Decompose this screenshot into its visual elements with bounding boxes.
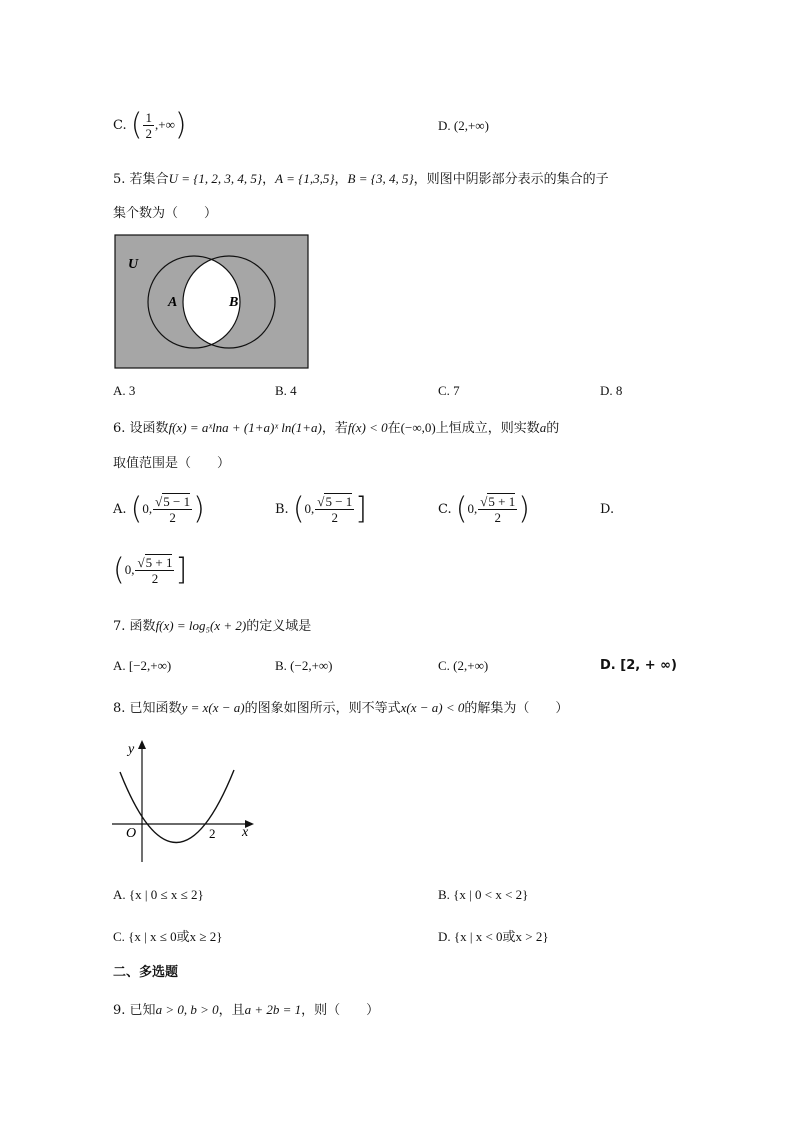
origin-label: O (126, 826, 137, 841)
q6-option-a[interactable] (113, 490, 205, 529)
interval-start: 0, (467, 501, 478, 516)
fraction: $\frac{√5 - 1}{2}$ (317, 494, 353, 525)
q6-stem-line2: 取值范围是（ ） (113, 456, 231, 471)
q6-option-c[interactable] (438, 490, 530, 529)
bracket: ] (355, 491, 367, 527)
q5-option-c[interactable]: C. 7 (438, 383, 460, 398)
denominator: 2 (331, 510, 339, 525)
math-expr: f(x) = aˣlna + (1+a)ˣ ln(1+a) (168, 420, 322, 435)
q4-option-c[interactable] (113, 107, 187, 143)
paren: ( (292, 491, 305, 527)
numerator: 5 + 1 (488, 494, 516, 509)
question-number: 5. (113, 172, 126, 187)
label-a: A (168, 295, 178, 310)
interval-start: 0, (124, 562, 135, 577)
stem-text: ，若 (321, 421, 348, 436)
question-number: 8. (113, 701, 126, 716)
fraction (143, 110, 154, 141)
q6-option-d-label[interactable]: D. (600, 502, 615, 517)
question-number: 7. (113, 619, 126, 634)
stem-text: 的 (546, 421, 560, 436)
q5-stem (113, 170, 609, 189)
q8-option-b[interactable]: B. {x | 0 < x < 2} (438, 887, 529, 902)
option-text: (2,+∞) (453, 118, 489, 133)
fraction: $\frac{√5 - 1}{2}$ (155, 494, 191, 525)
question-number: 6. (113, 421, 126, 436)
q4-option-d[interactable] (438, 117, 489, 135)
stem-text: 在 (387, 421, 401, 436)
math-expr: a + 2b = 1 (244, 1002, 302, 1017)
q7-option-b[interactable]: B. (−2,+∞) (275, 658, 333, 673)
math-expr: (−∞,0) (400, 420, 436, 435)
option-label: D. (438, 118, 451, 133)
section-title: 二、多选题 (113, 965, 179, 980)
interval-tail: ,+∞ (154, 117, 175, 132)
stem-text: 的图象如图所示，则不等式 (244, 701, 401, 716)
option-label: B. (275, 502, 289, 517)
root-label: 2 (209, 826, 216, 841)
q8-option-c[interactable]: C. {x | x ≤ 0或x ≥ 2} (113, 929, 223, 944)
option-label: C. (438, 502, 452, 517)
option-label: C. (113, 118, 127, 133)
label-u: U (128, 257, 139, 272)
q5-option-a[interactable]: A. 3 (113, 383, 136, 398)
math-expr: x(x − a) < 0 (400, 700, 465, 715)
stem-text: ，且 (218, 1003, 245, 1018)
math-expr: f(x) = log₅(x + 2) (155, 618, 247, 633)
q6-stem (113, 419, 559, 438)
math-expr: f(x) < 0 (347, 420, 388, 435)
paren: ( (130, 491, 143, 527)
math-expr: A = {1,3,5} (275, 171, 335, 186)
venn-diagram (114, 234, 310, 370)
q9-stem (113, 1001, 379, 1020)
stem-text: 若集合 (129, 172, 169, 187)
y-axis-arrow-icon (138, 740, 146, 749)
q7-stem (113, 617, 311, 636)
numerator: 5 − 1 (163, 494, 191, 509)
q5-option-d[interactable]: D. 8 (600, 383, 623, 398)
question-number: 9. (113, 1003, 126, 1018)
y-label: y (128, 742, 135, 757)
denominator: 2 (151, 571, 159, 586)
fraction: $\frac{√5 + 1}{2}$ (480, 494, 516, 525)
stem-text: 设函数 (129, 421, 169, 436)
parabola-curve (120, 770, 234, 843)
paren: ) (174, 107, 187, 143)
interval-start: 0, (304, 501, 315, 516)
stem-text: 已知 (129, 1003, 156, 1018)
stem-text: ，则（ ） (301, 1003, 380, 1018)
sep: ， (262, 172, 276, 187)
numerator: 5 + 1 (145, 555, 173, 570)
interval-start: 0, (142, 501, 153, 516)
q7-option-c[interactable]: C. (2,+∞) (438, 658, 489, 673)
numerator: 5 − 1 (325, 494, 353, 509)
q5-option-b[interactable]: B. 4 (275, 383, 297, 398)
q8-option-d[interactable]: D. {x | x < 0或x > 2} (438, 929, 549, 944)
denominator: 2 (494, 510, 501, 525)
math-expr: a > 0, b > 0 (155, 1002, 219, 1017)
denominator: 2 (145, 126, 152, 141)
math-expr: y = x(x − a) (181, 700, 245, 715)
stem-text: 函数 (129, 619, 156, 634)
stem-text: 的解集为（ ） (464, 701, 569, 716)
q6-option-d[interactable] (113, 551, 187, 590)
stem-text: ，则图中阴影部分表示的集合的子 (413, 172, 609, 187)
stem-text: 已知函数 (129, 701, 182, 716)
stem-text: 的定义域是 (246, 619, 312, 634)
paren: ( (130, 107, 143, 143)
paren: ) (518, 491, 530, 527)
paren: ( (113, 552, 125, 588)
q5-stem-line2: 集个数为（ ） (113, 206, 218, 221)
math-expr: B = {3, 4, 5} (347, 171, 414, 186)
q7-option-a[interactable]: A. [−2,+∞) (113, 658, 172, 673)
q6-option-b[interactable] (275, 490, 367, 529)
math-expr: a (539, 420, 547, 435)
option-label: A. (113, 502, 127, 517)
x-label: x (242, 825, 249, 840)
math-expr: U = {1, 2, 3, 4, 5} (168, 171, 263, 186)
numerator: 1 (145, 110, 152, 125)
parabola-graph (108, 734, 258, 868)
label-b: B (229, 295, 239, 310)
sep: ， (334, 172, 348, 187)
q8-option-a[interactable]: A. {x | 0 ≤ x ≤ 2} (113, 887, 204, 902)
paren: ) (193, 491, 205, 527)
q8-stem (113, 699, 568, 718)
stem-text: 上恒成立，则实数 (435, 421, 540, 436)
denominator: 2 (169, 510, 176, 525)
q7-option-d[interactable]: D. [2, + ∞) (600, 658, 677, 673)
paren: ( (455, 491, 468, 527)
bracket: ] (175, 552, 188, 588)
fraction: $\frac{√5 + 1}{2}$ (137, 555, 173, 586)
